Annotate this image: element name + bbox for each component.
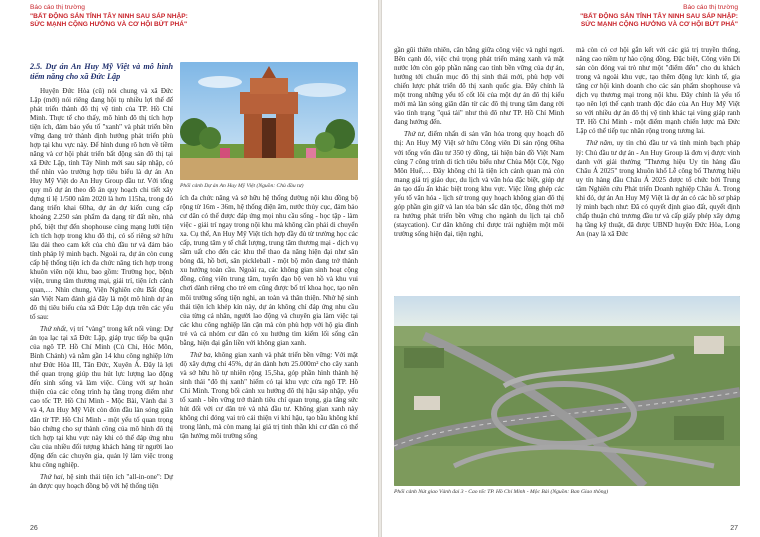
header-title-line2: SỨC MẠNH CỘNG HƯỞNG VÀ CƠ HỘI BỨT PHÁ": [580, 21, 738, 29]
body-paragraph: [394, 130, 564, 239]
page-number-right: 27: [730, 525, 738, 532]
body-paragraph: [180, 351, 358, 441]
paragraph-lead: Thứ năm,: [586, 139, 614, 148]
left-column-1: [30, 62, 173, 494]
header-kicker: Báo cáo thị trường: [683, 4, 738, 11]
header-title-line1: "BẤT ĐỘNG SẢN TỈNH TÂY NINH SAU SÁP NHẬP:: [580, 12, 738, 20]
paragraph-lead: Thứ ba,: [190, 350, 213, 359]
paragraph-lead: Thứ nhất,: [40, 325, 68, 334]
paragraph-text: hệ sinh thái tiện ích "all-in-one": Dự án được quy hoạch đồng bộ với hệ thống tiện: [30, 472, 173, 490]
header-title-line2: SỨC MẠNH CỘNG HƯỞNG VÀ CƠ HỘI BỨT PHÁ": [30, 21, 188, 29]
photo-illustration: [180, 62, 358, 180]
body-paragraph: [30, 325, 173, 470]
paragraph-text: không gian xanh và phát triển bền vững: Với mật độ xây dựng chỉ 45%, dự án dành hơn 25.000m² cho cây xanh và sở hữu hồ tự nhiên rộng 15,5ha, góp phần hình thành hệ sinh thái "đô thị xanh" hiếm có tại khu vực cửa ngõ TP. Hồ Chí Minh. Trong bối cảnh xu hướng đô thị hậu sáp nhập, yếu tố xanh - bền vững trở thành tiêu chí quan trọng, gia tăng sức hút đối với cư dân trẻ và nhà đầu tư. Không gian xanh này không chỉ đóng vai trò cải thiện vi khí hậu, tạo bầu không khí trong lành, mà còn mang lại giá trị tinh thần khi cư dân có thể tận hưởng môi trường sống: [180, 350, 358, 441]
photo-an-huy-my-viet-gate: [180, 62, 358, 180]
photo1-caption: Phối cảnh Dự án An Huy Mỹ Việt (Nguồn: Chủ đầu tư): [180, 183, 304, 189]
photo2-caption: Phối cảnh Nút giao Vành đai 3 - Cao tốc TP. Hồ Chí Minh - Mộc Bài (Nguồn: Ban Giao thông): [394, 489, 609, 495]
body-paragraph: ích đa chức năng và sở hữu hệ thống đường nội khu đồng bộ rộng từ 16m - 36m, hệ thống điện âm, nước thủy cục, đảm bảo cư dân có thể được đáp ứng mọi nhu cầu sống - học tập - làm việc - giải trí ngay trong nội khu mà không cần phải di chuyển xa. Cụ thể, An Huy Mỹ Việt tích hợp đầy đủ từ trường học các cấp, trung tâm y tế chất lượng, trung tâm thương mại - dịch vụ sầm uất cho đến các khu thể thao đa năng hiện đại như sân bóng đá, hồ bơi, sân pickleball - một bộ môn đang trở thành xu hướng toàn cầu. Ngoài ra, các không gian sinh hoạt cộng đồng, công viên trung tâm, tuyến đạo bộ ven hồ và khu vui chơi dành riêng cho trẻ em cũng được bố trí khoa học, tạo nên môi trường sống tiện nghi, an toàn và thân thiện. Nhờ hệ sinh thái tiện ích khép kín này, dự án không chỉ đáp ứng nhu cầu của từng cá nhân, người lao động và chuyên gia làm việc tại các khu công nghiệp lân cận mà còn phù hợp với hộ gia đình trẻ và cả nhóm cư dân có xu hướng tìm kiếm lối sống cân bằng, hiện đại gắn liền với không gian xanh.: [180, 194, 358, 347]
paragraph-text: vị trí "vàng" trong kết nối vùng: Dự án tọa lạc tại xã Đức Lập, giáp trục tiếp ba quận của ngõ TP. Hồ Chí Minh (Củ Chi, Hóc Môn, Bình Chánh) và nằm gần 14 khu công nghiệp lớn như Đức Hòa III, Tân Đức, Xuyên Á. Đây là lợi thế quan trọng giúp thu hút lực lượng lao động đến sinh sống và làm việc. Cùng với sự hoàn thiện của các công trình hạ tầng trọng điểm như cao tốc TP. Hồ Chí Minh - Mộc Bài, Vành đai 3 và 4, An Huy Mỹ Việt còn đón đầu làn sóng giãn dân từ TP. Hồ Chí Minh - một yếu tố quan trọng bảo chứng cho sự thành công của mô hình đô thị tích hợp tại khu vực này khi có thể đáp ứng nhu cầu của nhiều đối tượng khách hàng từ người lao động đến các chuyên gia, quản lý làm việc trong khu công nghiệp.: [30, 325, 173, 469]
body-paragraph: [576, 139, 740, 239]
right-column-1: [394, 46, 564, 242]
right-column-2: [576, 46, 740, 242]
body-paragraph: gần gũi thiên nhiên, cân bằng giữa công việc và nghỉ ngơi. Bên cạnh đó, việc chú trọng phát triển mảng xanh và mặt nước lớn còn góp phần nâng cao tính bền vững của dự án, hướng tới chuẩn mục đô thị sinh thái mới, phù hợp với chiến lược phát triển đô thị xanh quốc gia. Đây chính là một trong những yếu tố cốt lõi của một dự án đô thị kiểu mới mà làn sóng giãn dân từ các đô thị trung tâm đang rời vào tình trạng "quá tải" như thủ đô như TP. Hồ Chí Minh đang hướng đến.: [394, 46, 564, 127]
body-paragraph: mà còn có cơ hội gắn kết với các giá trị truyền thống, nâng cao niềm tự hào cộng đồng. Đặc biệt, Công viên Di sản còn đóng vai trò như một "điểm đến" cho du khách trong và ngoài khu vực, tạo thêm động lực kinh tế, gia tăng cơ hội kinh doanh cho các sản phẩm shophouse và dịch vụ thương mại trong nội khu. Đây chính là yếu tố tạo nên lợi thế cạnh tranh độc đáo của An Huy Mỹ Việt so với nhiều dự án đô thị vệ tinh khác tại vùng giáp ranh TP. Hồ Chí Minh - một điểm mạnh chiến lược mà Đức Lập có thể tiếp tục nhân rộng trong tương lai.: [576, 46, 740, 136]
body-paragraph: [30, 473, 173, 491]
paragraph-text: uy tín chủ đầu tư và tính minh bạch pháp lý: Chủ đầu tư dự án - An Huy Group là đơn vị được vinh danh với giải thưởng "Thương hiệu Uy tín hàng đầu Châu Á 2025" trong khuôn khổ Lễ công bố Thương hiệu uy tín hàng đầu Châu Á 2025 được tổ chức bởi Trung tâm Nghiên cứu Phát triển Doanh nghiệp Châu Á. Trong khi đó, dự án An Huy Mỹ Việt là dự án có các hồ sơ pháp lý minh bạch như: Đã có quyết định giao đất, quyết định chấp thuận chủ trương đầu tư và cấp giấy phép xây dựng hạ tầng kỹ thuật, đã được UBND huyện Đức Hòa, Long An (nay là xã Đức: [576, 139, 740, 238]
header-title-line1: "BẤT ĐỘNG SẢN TỈNH TÂY NINH SAU SÁP NHẬP:: [30, 12, 188, 20]
paragraph-lead: Thứ tư,: [404, 130, 426, 139]
section-title: 2.5. Dự án An Huy Mỹ Việt và mô hình tiểm năng cho xã Đức Lập: [30, 62, 173, 82]
body-paragraph: Huyện Đức Hòa (cũ) nói chung và xã Đức Lập (mới) nói riêng đang hội tụ nhiều lợi thế để phát triển thành đô thị vệ tinh của TP. Hồ Chí Minh. Thực tế cho thấy, mô hình đô thị tích hợp tiện ích, đảm bảo yếu tố "xanh" và phát triển bền vững đang trở thành định hướng phát triển phù hợp tại khu vực này. Để hình dung rõ hơn về tiềm năng và cơ hội phát triển bất động sản đô thị tại xã Đức Lập, tỉnh Tây Ninh mới sau sáp nhập, có thể nhìn vào trường hợp tiêu biểu là dự án An Huy Mỹ Việt do An Huy Group đầu tư. Với tổng quy mô dự án theo đồ án quy hoạch chi tiết xây dựng tỉ lệ 1/500 năm 2020 là hơn 115ha, trong đó đang triển khai 60ha, dự án dự kiến cung cấp khoảng 2.250 sản phẩm đa dạng từ đất nền, nhà phố, biệt thự đến shophouse cùng mạng lưới tiện ích tích hợp trong khu đô thị, có số riêng sở hữu lâu dài theo cam kết của chủ đầu tư và đảm bảo tính pháp lý minh bạch. Ngoài ra, dự án còn cung cấp hệ thống tiện ích đa chức năng tích hợp trong khuôn viên nội khu, bao gồm: Trường học, bệnh viện, trung tâm thương mại, giải trí, tiện ích cảnh quan,… Nhìn chung, Viện Nghiên cứu Bất động sản Việt Nam đánh giá đây là một mô hình dự án đô thị tiêu biểu của xã Đức Lập dựa trên các yếu tố sau:: [30, 86, 173, 321]
photo-illustration: [394, 296, 740, 486]
left-page: [0, 0, 378, 537]
paragraph-text: điểm nhấn di sản văn hóa trong quy hoạch đô thị: An Huy Mỹ Việt sở hữu Công viên Di sản rộng 06ha với tổng vốn đầu tư 350 tỷ đồng, tái hiện bản đồ Việt Nam cùng 7 công trình di tích tiêu biểu như Chùa Một Cột, Ngọ Môn Huế,… Đây không chỉ là tiện ích cảnh quan mà còn mang giá trị giáo dục, du lịch và văn hóa đặc biệt, giúp dự án tạo dấu ấn khác biệt trong khu vực. Việc lồng ghép các yếu tố văn hóa - lịch sử trong quy hoạch không gian đô thị góp phần gìn giữ và lan tỏa bản sắc dân tộc, đồng thời mở ra hướng phát triển bền vững cho ngành du lịch tại chỗ (staycation). Cư dân không chỉ được trải nghiệm một môi trường sống hiện đại, tiện nghi,: [394, 130, 564, 238]
running-header-right: [580, 4, 738, 30]
left-column-2: [180, 194, 358, 444]
running-header-left: [30, 4, 188, 30]
photo-ring-road-interchange: [394, 296, 740, 486]
right-page: [382, 0, 760, 537]
paragraph-lead: Thứ hai,: [40, 472, 65, 481]
header-kicker: Báo cáo thị trường: [30, 4, 85, 11]
page-number-left: 26: [30, 525, 38, 532]
